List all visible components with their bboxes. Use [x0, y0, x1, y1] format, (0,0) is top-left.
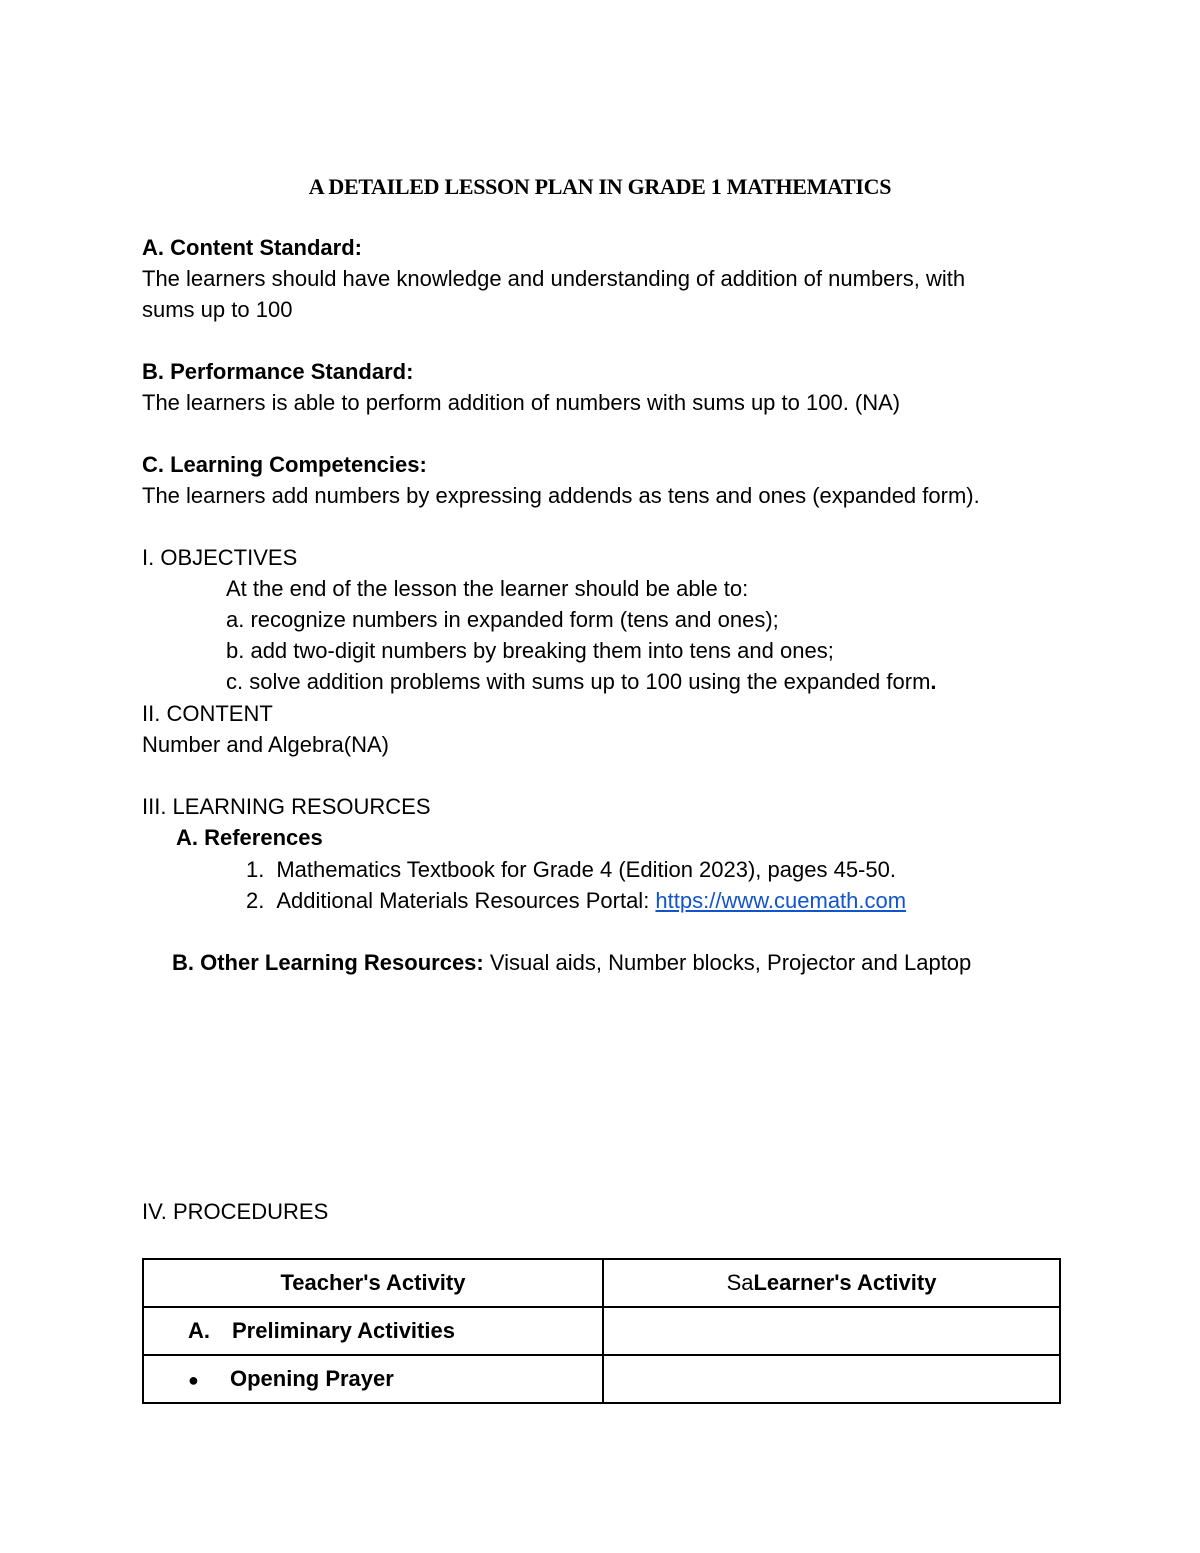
learning-competencies-heading: C. Learning Competencies: — [142, 452, 427, 477]
cuemath-link[interactable]: https://www.cuemath.com — [655, 888, 907, 913]
row-label: Preliminary Activities — [232, 1318, 455, 1343]
bullet-icon: ● — [188, 1370, 199, 1390]
performance-standard-heading: B. Performance Standard: — [142, 359, 414, 384]
teacher-activity-cell — [143, 1307, 603, 1355]
reference-text: Additional Materials Resources Portal: — [276, 888, 656, 913]
objective-item-c-text: c. solve addition problems with sums up to 100 using the expanded form — [226, 669, 931, 694]
row-marker: A. — [188, 1318, 210, 1343]
references-label: A. References — [176, 825, 323, 850]
reference-text: Mathematics Textbook for Grade 4 (Edition 2023), pages 45-50. — [276, 857, 896, 882]
row-label: Opening Prayer — [230, 1366, 394, 1391]
other-resources-text: Visual aids, Number blocks, Projector and Laptop — [483, 950, 972, 975]
learner-header-prefix: Sa — [726, 1270, 754, 1295]
objective-item-a: a. recognize numbers in expanded form (tens and ones); — [226, 607, 779, 632]
learning-competencies-text: The learners add numbers by expressing addends as tens and ones (expanded form). — [142, 483, 980, 508]
content-text: Number and Algebra(NA) — [142, 732, 390, 757]
learning-resources-heading: III. LEARNING RESOURCES — [142, 794, 431, 819]
learner-activity-cell — [603, 1307, 1060, 1355]
objectives-intro: At the end of the lesson the learner should be able to: — [226, 576, 749, 601]
objectives-heading: I. OBJECTIVES — [142, 545, 298, 570]
learner-header-text: Learner's Activity — [753, 1270, 937, 1295]
content-heading — [142, 698, 273, 729]
reference-item-2 — [246, 885, 906, 916]
reference-item-1 — [246, 854, 896, 885]
learner-activity-cell — [603, 1355, 1060, 1403]
table-row — [143, 1307, 1060, 1355]
teacher-activity-cell — [143, 1355, 603, 1403]
procedures-heading: IV. PROCEDURES — [142, 1199, 329, 1224]
objective-item-c — [226, 666, 937, 697]
reference-number: 2. — [246, 888, 265, 913]
content-standard-text-line1: The learners should have knowledge and understanding of addition of numbers, with — [142, 266, 966, 291]
reference-number: 1. — [246, 857, 265, 882]
objective-item-b: b. add two-digit numbers by breaking them into tens and ones; — [226, 638, 834, 663]
content-heading-text: II. CONTENT — [142, 701, 273, 726]
table-row — [143, 1355, 1060, 1403]
other-resources — [172, 947, 971, 978]
document-title: A DETAILED LESSON PLAN IN GRADE 1 MATHEMATICS — [308, 174, 892, 199]
objective-item-c-period: . — [930, 669, 937, 694]
learner-activity-header — [603, 1259, 1060, 1307]
table-header-row — [143, 1259, 1060, 1307]
procedures-table — [142, 1258, 1061, 1404]
content-standard-text-line2: sums up to 100 — [142, 297, 293, 322]
content-standard-heading: A. Content Standard: — [142, 235, 362, 260]
teacher-activity-header: Teacher's Activity — [143, 1259, 603, 1307]
other-resources-label: B. Other Learning Resources: — [172, 950, 484, 975]
performance-standard-text: The learners is able to perform addition of numbers with sums up to 100. (NA) — [142, 390, 901, 415]
